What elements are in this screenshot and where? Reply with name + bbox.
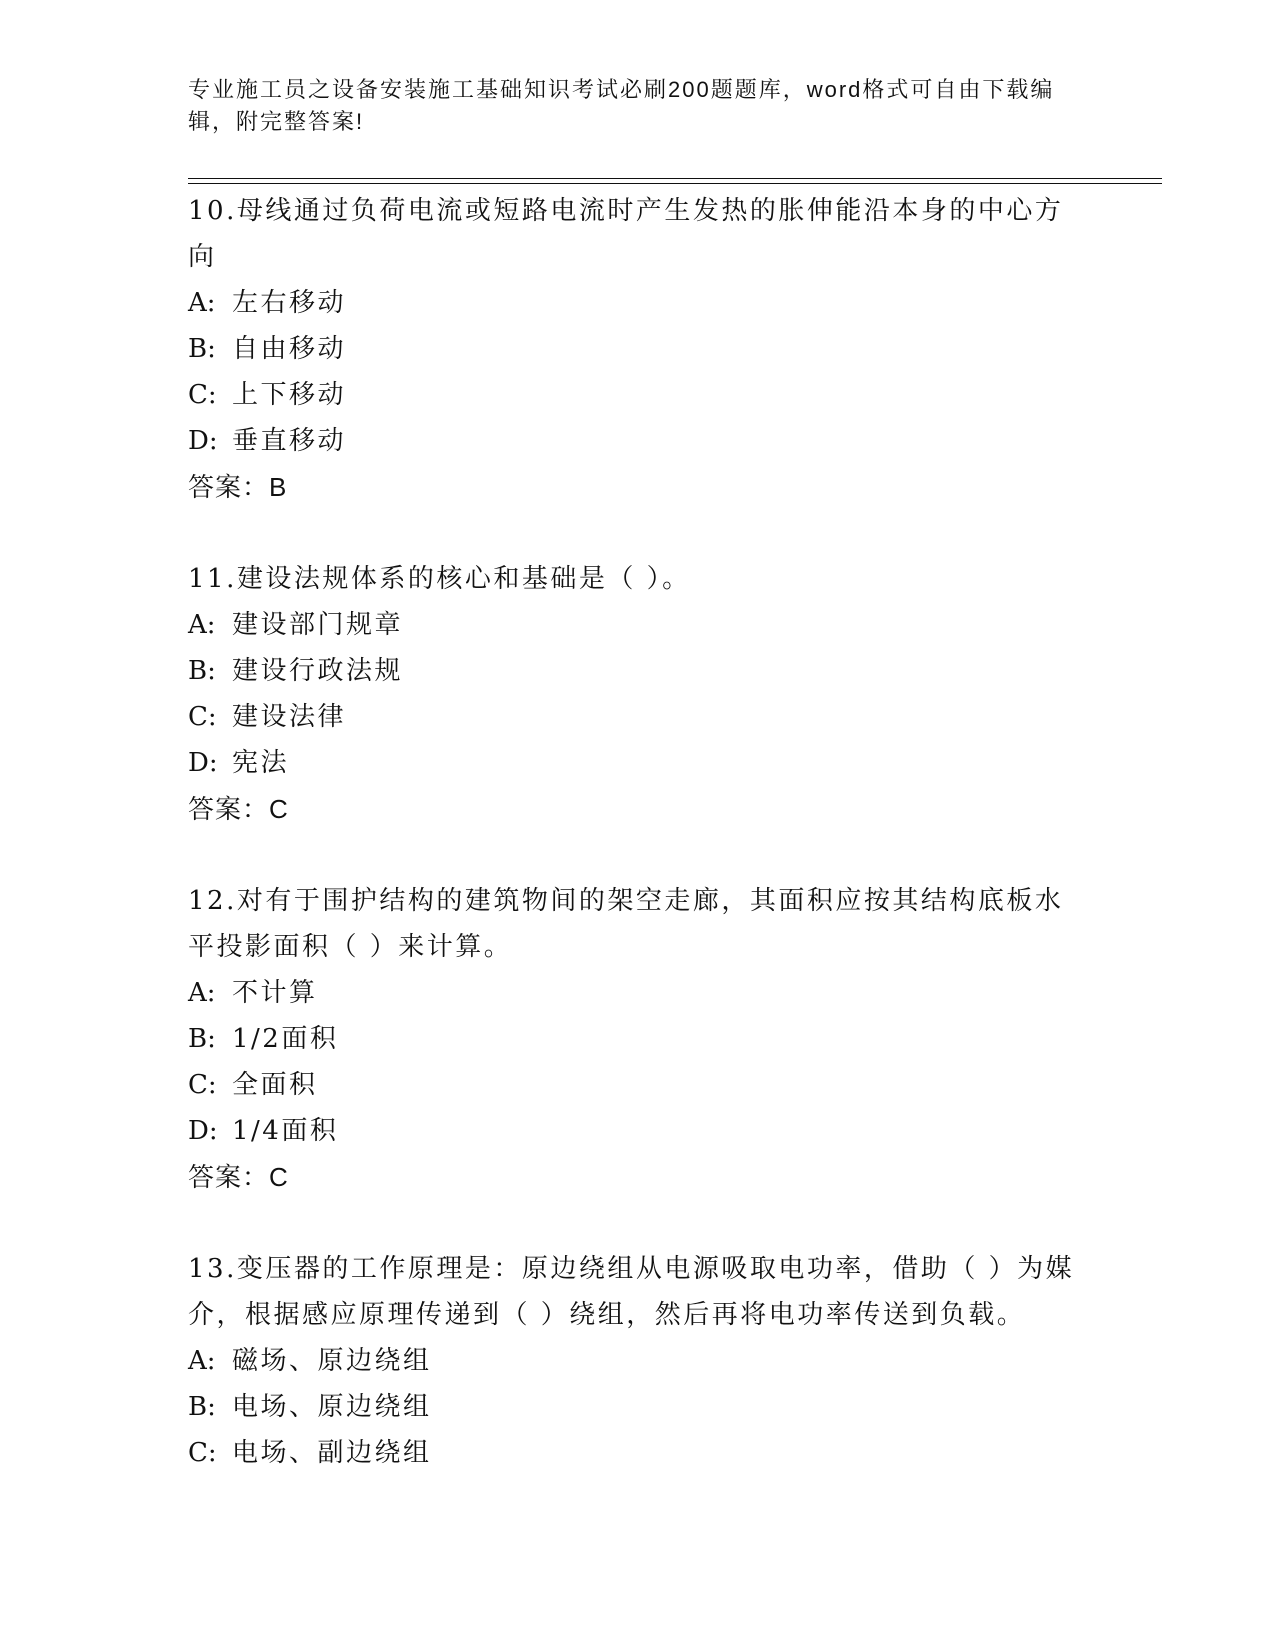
answer-line: 答案：C [188,1162,289,1192]
option-text: 磁场、原边绕组 [232,1346,432,1376]
option-text: 建设行政法规 [232,656,404,686]
option-text: 全面积 [232,1070,318,1100]
question-13 [188,1246,1088,1476]
option-letter: C: [188,380,217,410]
option-c [188,694,1088,740]
answer-line: 答案：B [188,472,288,502]
option-a [188,1338,1088,1384]
header-rule-top [188,178,1162,179]
option-text: 上下移动 [232,380,347,410]
question-stem: 11.建设法规体系的核心和基础是（ ）。 [188,564,691,594]
option-letter: B: [188,334,216,364]
option-b [188,648,1088,694]
option-letter: C: [188,702,217,732]
option-letter: A: [188,288,216,318]
question-12 [188,878,1088,1200]
option-b [188,1384,1088,1430]
option-text: 电场、副边绕组 [232,1438,432,1468]
answer-line: 答案：C [188,794,289,824]
option-d [188,1108,1088,1154]
document-header [188,74,1068,138]
header-text: 专业施工员之设备安装施工基础知识考试必刷200题题库，word格式可自由下载编辑，附完整答案! [188,77,1055,134]
option-d [188,418,1088,464]
option-b [188,326,1088,372]
option-letter: A: [188,610,216,640]
option-text: 建设法律 [232,702,347,732]
question-10 [188,188,1088,510]
header-rule-bottom [188,183,1162,184]
option-c [188,372,1088,418]
option-text: 电场、原边绕组 [232,1392,432,1422]
option-text: 建设部门规章 [232,610,404,640]
question-list [188,188,1088,1522]
option-text: 左右移动 [232,288,347,318]
option-letter: C: [188,1438,217,1468]
option-a [188,970,1088,1016]
option-c [188,1430,1088,1476]
option-letter: B: [188,1024,216,1054]
option-c [188,1062,1088,1108]
option-letter: D: [188,426,218,456]
option-a [188,602,1088,648]
option-letter: D: [188,748,218,778]
question-stem: 13.变压器的工作原理是：原边绕组从电源吸取电功率，借助（ ）为媒介，根据感应原理传递到（ ）绕组，然后再将电功率传送到负载。 [188,1254,1075,1330]
option-letter: B: [188,1392,216,1422]
option-letter: B: [188,656,216,686]
question-stem: 12.对有于围护结构的建筑物间的架空走廊，其面积应按其结构底板水平投影面积（ ）来计算。 [188,886,1064,962]
option-letter: A: [188,1346,216,1376]
option-a [188,280,1088,326]
option-b [188,1016,1088,1062]
option-letter: A: [188,978,216,1008]
option-text: 自由移动 [232,334,347,364]
option-letter: C: [188,1070,217,1100]
option-text: 1/2面积 [232,1024,339,1054]
option-text: 1/4面积 [232,1116,339,1146]
option-letter: D: [188,1116,218,1146]
question-11 [188,556,1088,832]
option-text: 宪法 [232,748,290,778]
option-text: 垂直移动 [232,426,347,456]
question-stem: 10.母线通过负荷电流或短路电流时产生发热的胀伸能沿本身的中心方向 [188,196,1064,272]
option-d [188,740,1088,786]
option-text: 不计算 [232,978,318,1008]
